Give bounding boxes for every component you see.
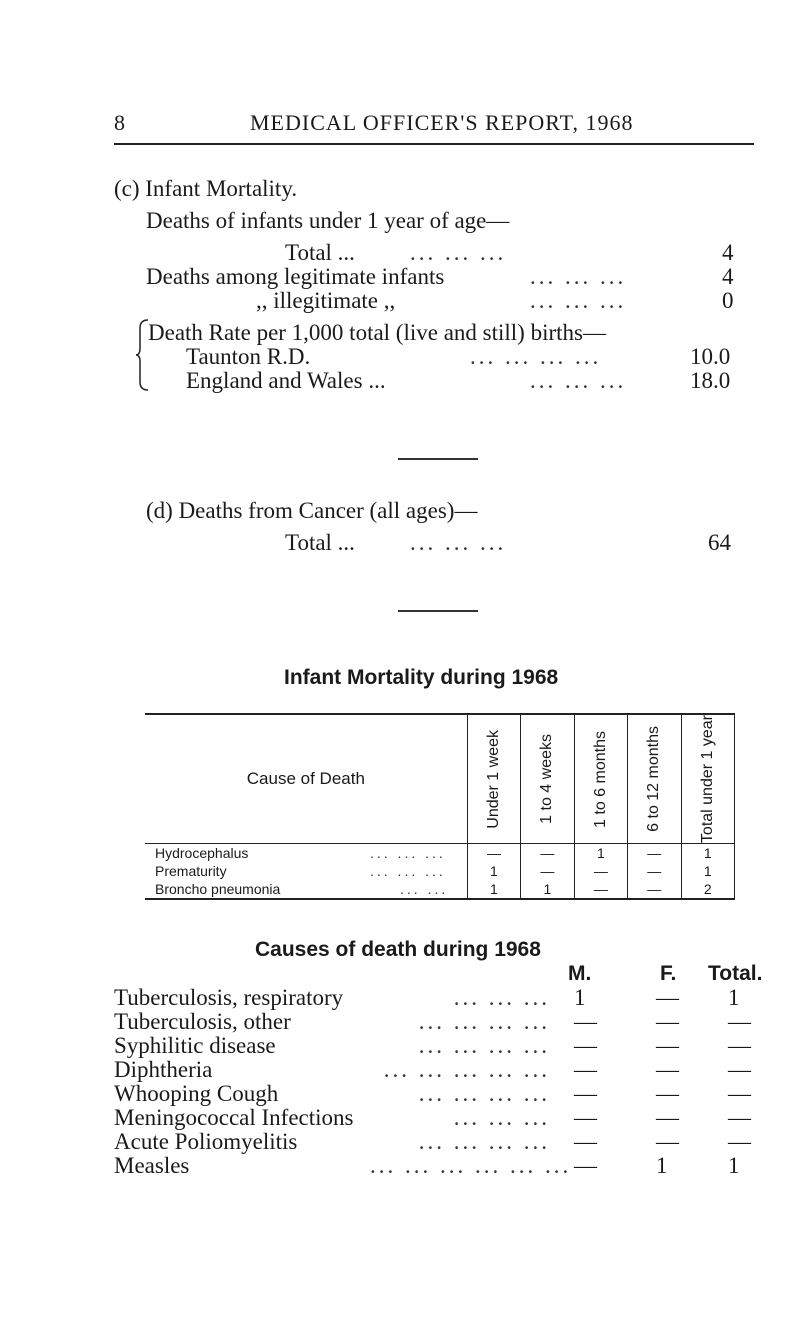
illegitimate-dots: ... ... ...: [530, 288, 627, 313]
taunton-label: Taunton R.D.: [186, 344, 311, 369]
taunton-value: 10.0: [690, 344, 731, 369]
cause-m-value: —: [574, 1153, 597, 1178]
page-title: MEDICAL OFFICER'S REPORT, 1968: [250, 110, 634, 135]
cause-total-value: 1: [728, 985, 740, 1010]
col-total-under-1-year: Total under 1 year: [681, 714, 734, 844]
col-1-to-6-months: 1 to 6 months: [574, 714, 627, 844]
infant-total-label: Total ...: [285, 240, 355, 265]
cell: 1: [681, 862, 734, 880]
infant-mortality-table: [145, 713, 735, 900]
cell: 2: [681, 880, 734, 899]
row-cause: Broncho pneumonia ... ...: [145, 880, 467, 899]
legitimate-value: 4: [722, 264, 734, 289]
cause-dots: ... ... ...: [453, 1105, 550, 1130]
cause-m-value: —: [574, 1057, 597, 1082]
cause-dots: ... ... ... ...: [418, 1009, 550, 1034]
cell: —: [628, 844, 681, 863]
england-value: 18.0: [690, 368, 731, 393]
cause-total-value: —: [728, 1009, 751, 1034]
cause-m-value: —: [574, 1033, 597, 1058]
illegitimate-value: 0: [722, 288, 734, 313]
cancer-total-value: 64: [708, 530, 731, 555]
col-f-header: F.: [660, 962, 677, 985]
col-m-header: M.: [568, 962, 592, 985]
infant-total-dots: ... ... ...: [410, 240, 507, 265]
cause-label: Meningococcal Infections: [114, 1105, 354, 1130]
section-c-subheading: Deaths of infants under 1 year of age—: [146, 208, 510, 233]
col-under-1-week: Under 1 week: [467, 714, 520, 844]
cell: 1: [467, 880, 520, 899]
legitimate-label: Deaths among legitimate infants: [146, 264, 445, 289]
cell: —: [467, 844, 520, 863]
cell: 1: [467, 862, 520, 880]
cause-m-value: —: [574, 1129, 597, 1154]
cell: —: [628, 862, 681, 880]
infant-total-value: 4: [722, 240, 734, 265]
col-1-to-4-weeks: 1 to 4 weeks: [521, 714, 574, 844]
death-rate-label: Death Rate per 1,000 total (live and still) births—: [148, 320, 606, 345]
cause-dots: ... ... ... ...: [418, 1129, 550, 1154]
cause-f-value: —: [656, 1081, 679, 1106]
section-c-heading: (c) Infant Mortality.: [114, 176, 298, 201]
cause-label: Whooping Cough: [114, 1081, 279, 1106]
cause-total-value: —: [728, 1057, 751, 1082]
cause-total-value: —: [728, 1129, 751, 1154]
row-cause: Hydrocephalus ... ... ...: [145, 844, 467, 863]
col-cause: Cause of Death: [145, 714, 467, 844]
cause-total-value: —: [728, 1033, 751, 1058]
cause-dots: ... ... ... ... ... ...: [370, 1153, 572, 1178]
cause-m-value: —: [574, 1081, 597, 1106]
cause-f-value: —: [656, 1057, 679, 1082]
table-row: [145, 880, 735, 899]
cause-f-value: —: [656, 1105, 679, 1130]
cause-label: Measles: [114, 1153, 190, 1178]
legitimate-dots: ... ... ...: [530, 264, 627, 289]
cause-dots: ... ... ... ...: [418, 1033, 550, 1058]
taunton-dots: ... ... ... ...: [470, 344, 602, 369]
cause-dots: ... ... ... ... ...: [383, 1057, 550, 1082]
col-6-to-12-months: 6 to 12 months: [628, 714, 681, 844]
cause-label: Acute Poliomyelitis: [114, 1129, 298, 1154]
cell: 1: [681, 844, 734, 863]
cause-label: Diphtheria: [114, 1057, 213, 1082]
cell: —: [574, 880, 627, 899]
section-d-heading: (d) Deaths from Cancer (all ages)—: [146, 498, 478, 523]
cause-total-value: —: [728, 1081, 751, 1106]
cause-total-value: 1: [728, 1153, 740, 1178]
england-label: England and Wales ...: [186, 368, 386, 393]
page-number: 8: [114, 110, 125, 135]
illegitimate-label: ,, illegitimate ,,: [256, 288, 396, 313]
causes-title: Causes of death during 1968: [255, 938, 541, 961]
cause-f-value: —: [656, 1033, 679, 1058]
cause-f-value: —: [656, 1129, 679, 1154]
table-header-row: [145, 714, 735, 844]
table-row: [145, 862, 735, 880]
cause-m-value: 1: [574, 985, 586, 1010]
cause-f-value: —: [656, 985, 679, 1010]
cause-m-value: —: [574, 1105, 597, 1130]
cause-f-value: —: [656, 1009, 679, 1034]
england-dots: ... ... ...: [530, 368, 627, 393]
cell: —: [521, 844, 574, 863]
section-divider-2: [398, 610, 478, 612]
cause-dots: ... ... ...: [453, 985, 550, 1010]
cancer-total-dots: ... ... ...: [410, 530, 507, 555]
cell: —: [574, 862, 627, 880]
cause-total-value: —: [728, 1105, 751, 1130]
cell: —: [628, 880, 681, 899]
cause-m-value: —: [574, 1009, 597, 1034]
infant-table-title: Infant Mortality during 1968: [284, 666, 559, 689]
section-divider-1: [398, 458, 478, 460]
cell: —: [521, 862, 574, 880]
cell: 1: [521, 880, 574, 899]
cause-label: Tuberculosis, other: [114, 1009, 291, 1034]
row-cause: Prematurity ... ... ...: [145, 862, 467, 880]
cell: 1: [574, 844, 627, 863]
cause-dots: ... ... ... ...: [418, 1081, 550, 1106]
cancer-total-label: Total ...: [285, 530, 355, 555]
cause-f-value: 1: [656, 1153, 668, 1178]
cause-label: Syphilitic disease: [114, 1033, 276, 1058]
table-row: [145, 844, 735, 863]
cause-label: Tuberculosis, respiratory: [114, 985, 344, 1010]
header-divider: [114, 143, 754, 145]
col-total-header: Total.: [708, 962, 763, 985]
